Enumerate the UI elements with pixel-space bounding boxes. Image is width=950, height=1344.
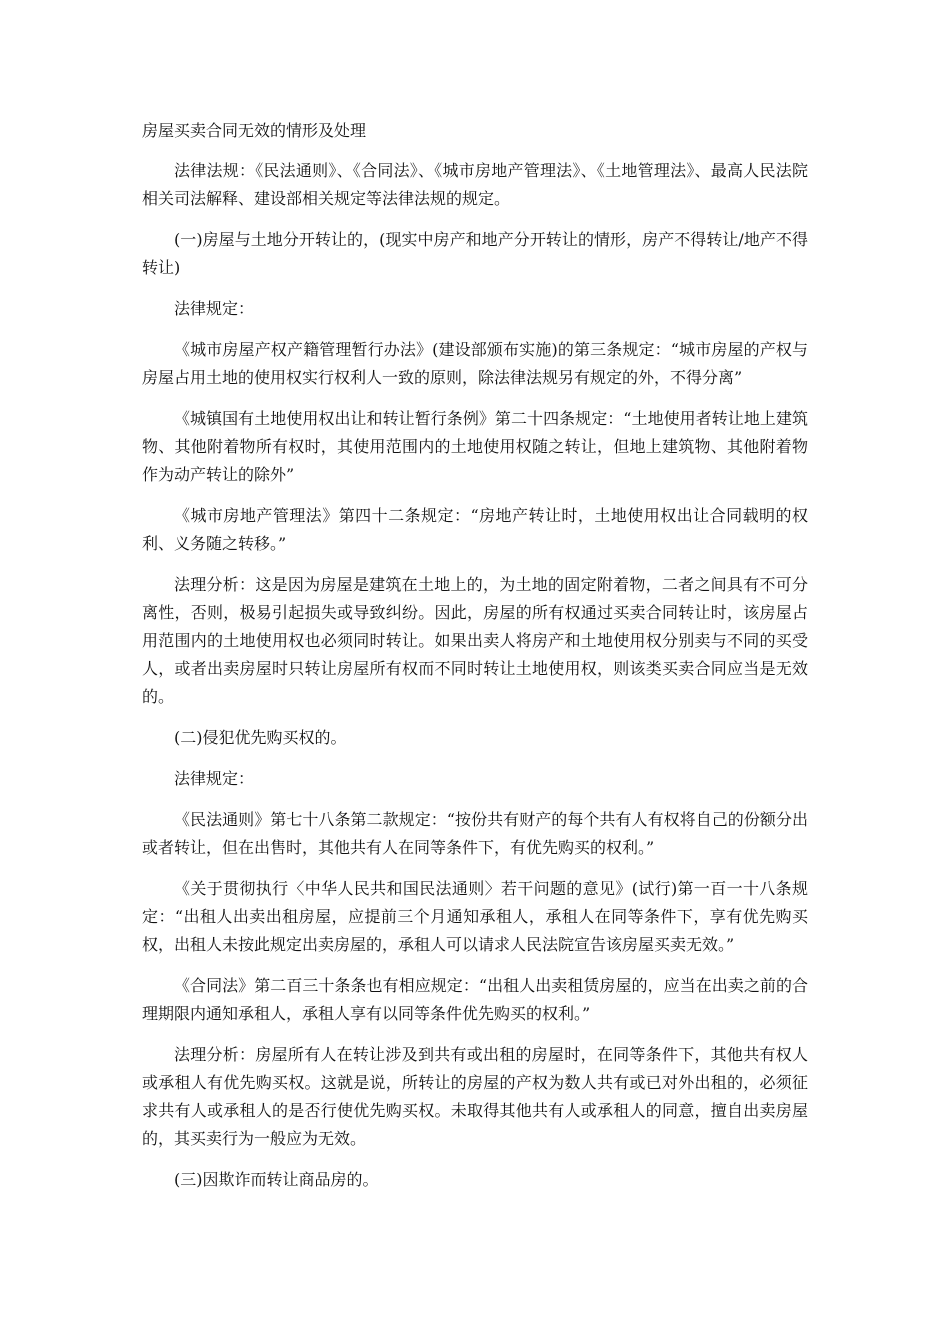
paragraph-provision: 《关于贯彻执行〈中华人民共和国民法通则〉若干问题的意见》(试行)第一百一十八条规定：“出租人出卖出租房屋，应提前三个月通知承租人，承租人在同等条件下，享有优先购买权，出租人未按此规定出卖房屋的，承租人可以请求人民法院宣告该房屋买卖无效。”: [142, 879, 808, 954]
paragraph-provision: 《城镇国有土地使用权出让和转让暂行条例》第二十四条规定：“土地使用者转让地上建筑物、其他附着物所有权时，其使用范围内的土地使用权随之转让，但地上建筑物、其他附着物作为动产转让的除外”: [142, 409, 808, 484]
document-page: [142, 117, 808, 1207]
paragraph-legal-basis: 法律法规：《民法通则》、《合同法》、《城市房地产管理法》、《土地管理法》、最高人民法院相关司法解释、建设部相关规定等法律法规的规定。: [142, 161, 808, 208]
paragraph-legal-analysis: 法理分析：这是因为房屋是建筑在土地上的，为土地的固定附着物，二者之间具有不可分离性，否则，极易引起损失或导致纠纷。因此，房屋的所有权通过买卖合同转让时，该房屋占用范围内的土地使用权也必须同时转让。如果出卖人将房产和土地使用权分别卖与不同的买受人，或者出卖房屋时只转让房屋所有权而不同时转让土地使用权，则该类买卖合同应当是无效的。: [142, 575, 808, 706]
paragraph-provision: 《合同法》第二百三十条条也有相应规定：“出租人出卖租赁房屋的，应当在出卖之前的合理期限内通知承租人，承租人享有以同等条件优先购买的权利。”: [142, 976, 808, 1023]
paragraph-legal-provisions-label: 法律规定：: [174, 769, 255, 788]
paragraph-section-1-heading: (一)房屋与土地分开转让的，(现实中房产和地产分开转让的情形，房产不得转让/地产不得转让): [142, 230, 808, 277]
paragraph-provision: 《民法通则》第七十八条第二款规定：“按份共有财产的每个共有人有权将自己的份额分出或者转让，但在出售时，其他共有人在同等条件下，有优先购买的权利。”: [142, 810, 808, 857]
paragraph-provision: 《城市房地产管理法》第四十二条规定：“房地产转让时，土地使用权出让合同载明的权利、义务随之转移。”: [142, 506, 808, 553]
paragraph-provision: 《城市房屋产权产籍管理暂行办法》(建设部颁布实施)的第三条规定：“城市房屋的产权与房屋占用土地的使用权实行权利人一致的原则，除法律法规另有规定的外，不得分离”: [142, 340, 808, 387]
paragraph-legal-analysis: 法理分析：房屋所有人在转让涉及到共有或出租的房屋时，在同等条件下，其他共有权人或承租人有优先购买权。这就是说，所转让的房屋的产权为数人共有或已对外出租的，必须征求共有人或承租人的是否行使优先购买权。未取得其他共有人或承租人的同意，擅自出卖房屋的，其买卖行为一般应为无效。: [142, 1045, 808, 1148]
paragraph-legal-provisions-label: 法律规定：: [174, 299, 255, 318]
paragraph-section-3-heading: (三)因欺诈而转让商品房的。: [174, 1170, 379, 1189]
document-title: 房屋买卖合同无效的情形及处理: [142, 121, 367, 140]
paragraph-section-2-heading: (二)侵犯优先购买权的。: [174, 728, 347, 747]
